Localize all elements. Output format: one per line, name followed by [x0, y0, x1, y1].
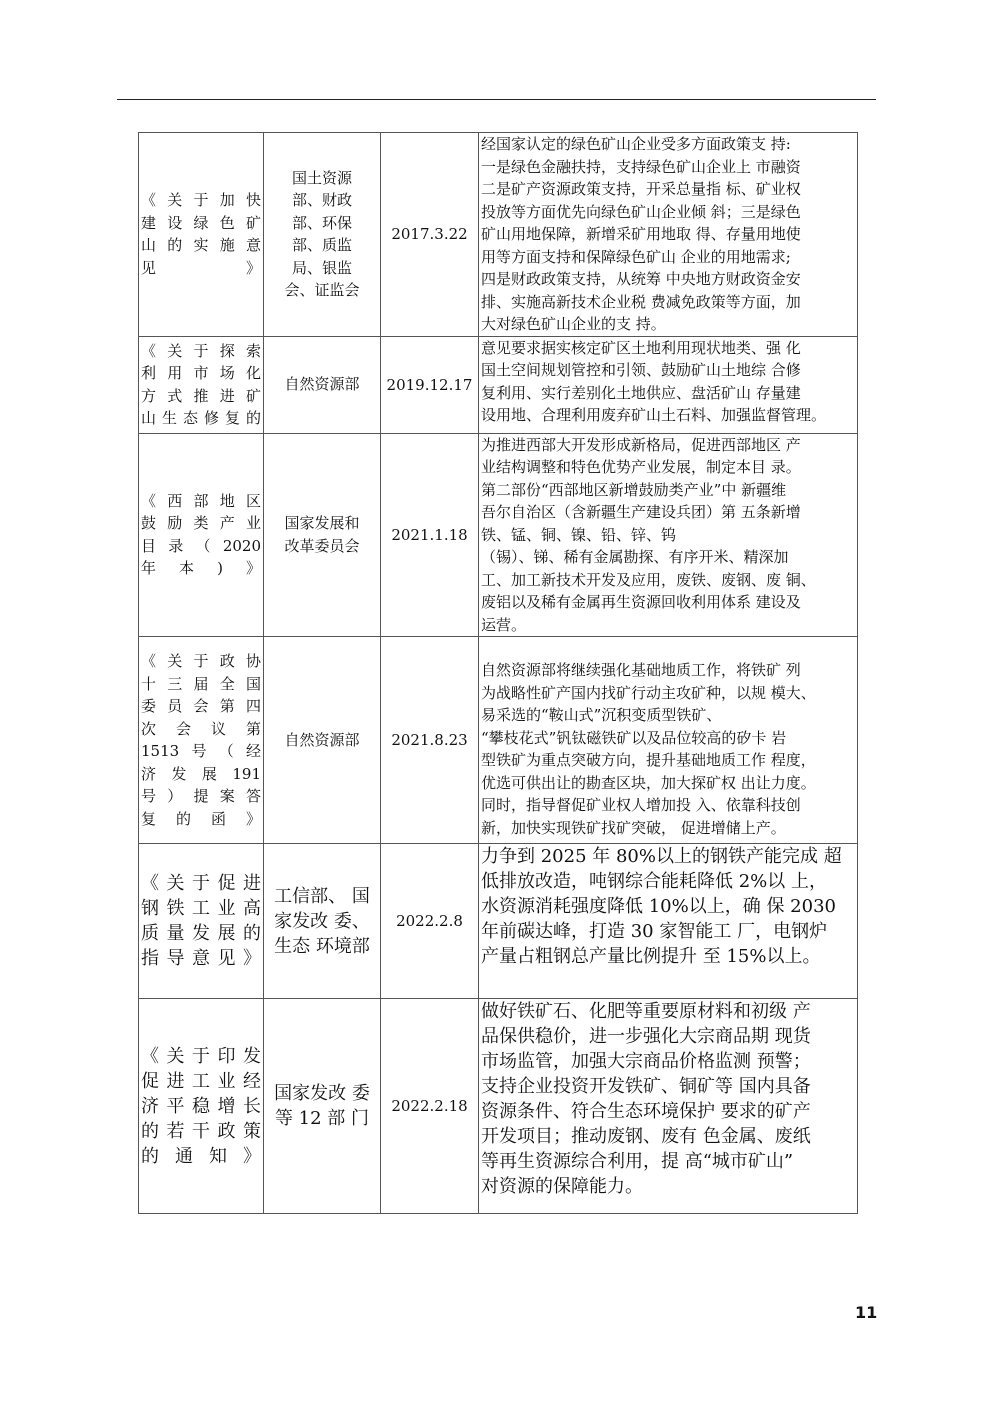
policy-title: [139, 637, 264, 844]
policy-content-line: 矿山用地保障，新增采矿用地取 得、存量用地使: [481, 225, 801, 243]
issue-date: [381, 637, 479, 844]
policy-title-line: 济发展191: [141, 764, 261, 783]
policy-content-line: 支持企业投资开发铁矿、铜矿等 国内具备: [481, 1076, 811, 1097]
policy-title-line: 利用市场化: [141, 364, 261, 382]
policy-content-line: 为推进西部大开发形成新格局，促进西部地区 产: [481, 435, 801, 454]
issuing-agency-line: 自然资源部: [284, 375, 360, 394]
policy-title-line: 指导意见》: [141, 948, 261, 969]
policy-content-line: 第二部份“西部地区新增鼓励类产业”中 新疆维: [481, 480, 787, 499]
policy-content: [479, 844, 858, 999]
policy-content-line: 用等方面支持和保障绿色矿山 企业的用地需求;: [481, 247, 791, 266]
table-row: [139, 844, 858, 999]
issuing-agency: [264, 336, 381, 433]
policy-content-line: 工、加工新技术开发及应用，废铁、废钢、废 铜、: [481, 570, 816, 589]
policy-title-line: 方式推进矿: [141, 386, 261, 405]
issue-date: [381, 336, 479, 433]
issuing-agency-line: 等 12 部 门: [274, 1108, 370, 1129]
policy-content-line: 优选可供出让的勘查区块，加大探矿权 出让力度。: [481, 773, 816, 792]
issuing-agency-line: 国家发改 委: [274, 1083, 370, 1104]
policy-content-line: 设用地、合理利用废弃矿山土石料、加强监督管理。: [481, 406, 827, 424]
policy-content-line: 市场监管，加强大宗商品价格监测 预警；: [481, 1051, 811, 1072]
policy-content-line: 等再生资源综合利用，提 高“城市矿山”: [481, 1151, 794, 1172]
policy-content-line: 力争到 2025 年 80%以上的钢铁产能完成 超: [481, 846, 842, 867]
issuing-agency-line: 部、环保: [291, 213, 352, 232]
issuing-agency: [264, 637, 381, 844]
issuing-agency-line: 国家发展和: [284, 514, 360, 533]
policy-title-line: 目录（2020: [141, 536, 261, 555]
policy-title-line: 《关于印发: [141, 1045, 261, 1067]
policy-title-line: 1513号（经: [141, 742, 261, 760]
policy-title-line: 《西部地区: [141, 491, 261, 510]
issue-date-text: 2021.1.18: [391, 525, 468, 544]
policy-content-line: 低排放改造，吨钢综合能耗降低 2%以 上，: [481, 871, 827, 892]
issuing-agency-line: 部、财政: [291, 191, 352, 210]
policy-title-line: 促进工业经: [141, 1070, 261, 1092]
policy-title: [139, 999, 264, 1214]
policy-title: [139, 433, 264, 637]
policy-title-line: 复的函》: [141, 809, 261, 828]
policy-title-line: 年本)》: [141, 559, 261, 578]
policy-title-line: 建设绿色矿: [141, 213, 261, 232]
issue-date: [381, 844, 479, 999]
policy-content-line: 自然资源部将继续强化基础地质工作，将铁矿 列: [481, 661, 801, 679]
policy-title-line: 质量发展的: [141, 923, 261, 944]
issuing-agency-line: 部、质监: [291, 236, 352, 255]
policy-title-line: 次会议第: [141, 719, 261, 738]
policy-title-line: 的若干政策: [141, 1120, 261, 1142]
issue-date: [381, 133, 479, 337]
issue-date: [381, 433, 479, 637]
issuing-agency: [264, 133, 381, 337]
policy-table: [138, 132, 858, 1214]
issuing-agency-line: 自然资源部: [284, 730, 360, 749]
issuing-agency-line: 改革委员会: [284, 536, 360, 555]
policy-title-line: 鼓励类产业: [141, 514, 261, 533]
issuing-agency-line: 会、证监会: [284, 281, 360, 300]
policy-content-line: 易采选的“鞍山式”沉积变质型铁矿、: [481, 706, 722, 724]
policy-title-line: 委员会第四: [141, 697, 261, 715]
policy-content-line: 为战略性矿产国内找矿行动主攻矿种，以规 模大、: [481, 683, 816, 702]
policy-content-line: 型铁矿为重点突破方向，提升基础地质工作 程度，: [481, 751, 816, 769]
policy-content-line: 铁、锰、铜、镍、铅、锌、钨: [481, 525, 677, 544]
policy-content: [479, 999, 858, 1214]
policy-content-line: 大对绿色矿山企业的支 持。: [481, 315, 666, 333]
policy-content-line: 复利用、实行差别化土地供应、盘活矿山 存量建: [481, 383, 801, 402]
policy-content-line: 资源条件、符合生态环境保护 要求的矿产: [481, 1101, 811, 1122]
policy-title: [139, 133, 264, 337]
policy-content-line: “攀枝花式”钒钛磁铁矿以及品位较高的矽卡 岩: [481, 728, 787, 747]
policy-content-line: 水资源消耗强度降低 10%以上，确 保 2030: [481, 896, 836, 917]
policy-content-line: 四是财政政策支持，从统筹 中央地方财政资金安: [481, 270, 801, 288]
issue-date-text: 2022.2.18: [391, 1097, 468, 1115]
issue-date-text: 2021.8.23: [391, 731, 468, 749]
policy-title-line: 《关于加快: [141, 191, 261, 210]
issuing-agency-line: 家发改 委、: [274, 910, 370, 932]
policy-content-line: 一是绿色金融扶持，支持绿色矿山企业上 市融资: [481, 157, 801, 176]
policy-content-line: 吾尔自治区（含新疆生产建设兵团）第 五条新增: [481, 503, 801, 521]
policy-title-line: 《关于政协: [141, 652, 261, 670]
policy-content-line: 产量占粗钢总产量比例提升 至 15%以上。: [481, 946, 821, 967]
policy-title-line: 号）提案答: [141, 787, 261, 805]
policy-title-line: 山生态修复的: [141, 409, 261, 427]
policy-title-line: 《关于探索: [141, 341, 261, 360]
policy-content: [479, 336, 858, 433]
policy-content-line: 意见要求据实核定矿区土地利用现状地类、强 化: [481, 338, 801, 357]
policy-content: [479, 433, 858, 637]
table-row: [139, 999, 858, 1214]
policy-content-line: 排、实施高新技术企业税 费减免政策等方面，加: [481, 292, 801, 311]
policy-title-line: 《关于促进: [141, 873, 261, 894]
policy-title-line: 见》: [141, 258, 261, 277]
issuing-agency-line: 生态 环境部: [274, 935, 370, 957]
issuing-agency: [264, 999, 381, 1214]
table-row: [139, 336, 858, 433]
policy-content-line: 国土空间规划管控和引领、鼓励矿山土地综 合修: [481, 361, 801, 379]
table-row: [139, 133, 858, 337]
policy-title-line: 钢铁工业高: [141, 898, 261, 919]
policy-content-line: 废铝以及稀有金属再生资源回收利用体系 建设及: [481, 593, 801, 611]
policy-content-line: 对资源的保障能力。: [481, 1176, 643, 1197]
issuing-agency: [264, 844, 381, 999]
table-row: [139, 637, 858, 844]
policy-content: [479, 637, 858, 844]
policy-content-line: 开发项目；推动废钢、废有 色金属、废纸: [481, 1126, 811, 1147]
policy-content-line: 同时，指导督促矿业权人增加投 入、依靠科技创: [481, 796, 801, 814]
policy-content: [479, 133, 858, 337]
issuing-agency-line: 工信部、 国: [274, 885, 370, 907]
policy-title-line: 十三届全国: [141, 674, 261, 693]
policy-content-line: 品保供稳价，进一步强化大宗商品期 现货: [481, 1026, 811, 1047]
issuing-agency-line: 国土资源: [291, 168, 352, 187]
policy-content-line: 经国家认定的绿色矿山企业受多方面政策支 持:: [481, 135, 791, 153]
issuing-agency: [264, 433, 381, 637]
issue-date-text: 2019.12.17: [386, 375, 473, 394]
table-row: [139, 433, 858, 637]
issue-date-text: 2017.3.22: [391, 225, 468, 244]
policy-content-line: 年前碳达峰，打造 30 家智能工 厂，电钢炉: [481, 921, 828, 942]
policy-content-line: 运营。: [481, 615, 527, 634]
header-rule: [117, 99, 876, 100]
policy-title-line: 的通知》: [141, 1145, 261, 1167]
policy-title-line: 山的实施意: [141, 236, 261, 255]
policy-content-line: 新，加快实现铁矿找矿突破， 促进增储上产。: [481, 818, 786, 837]
policy-title-line: 济平稳增长: [141, 1095, 261, 1117]
policy-content-line: 二是矿产资源政策支持，开采总量指 标、矿业权: [481, 180, 801, 198]
issuing-agency-line: 局、银监: [291, 258, 352, 277]
policy-content-line: 投放等方面优先向绿色矿山企业倾 斜；三是绿色: [481, 202, 801, 221]
policy-content-line: 做好铁矿石、化肥等重要原材料和初级 产: [481, 1001, 811, 1022]
issue-date-text: 2022.2.8: [396, 912, 463, 930]
policy-content-line: 业结构调整和特色优势产业发展，制定本目 录。: [481, 458, 801, 476]
policy-content-line: （锡）、锑、稀有金属勘探、有序开米、精深加: [481, 548, 789, 566]
issue-date: [381, 999, 479, 1214]
policy-title: [139, 844, 264, 999]
page-number: 11: [855, 1303, 878, 1322]
policy-title: [139, 336, 264, 433]
